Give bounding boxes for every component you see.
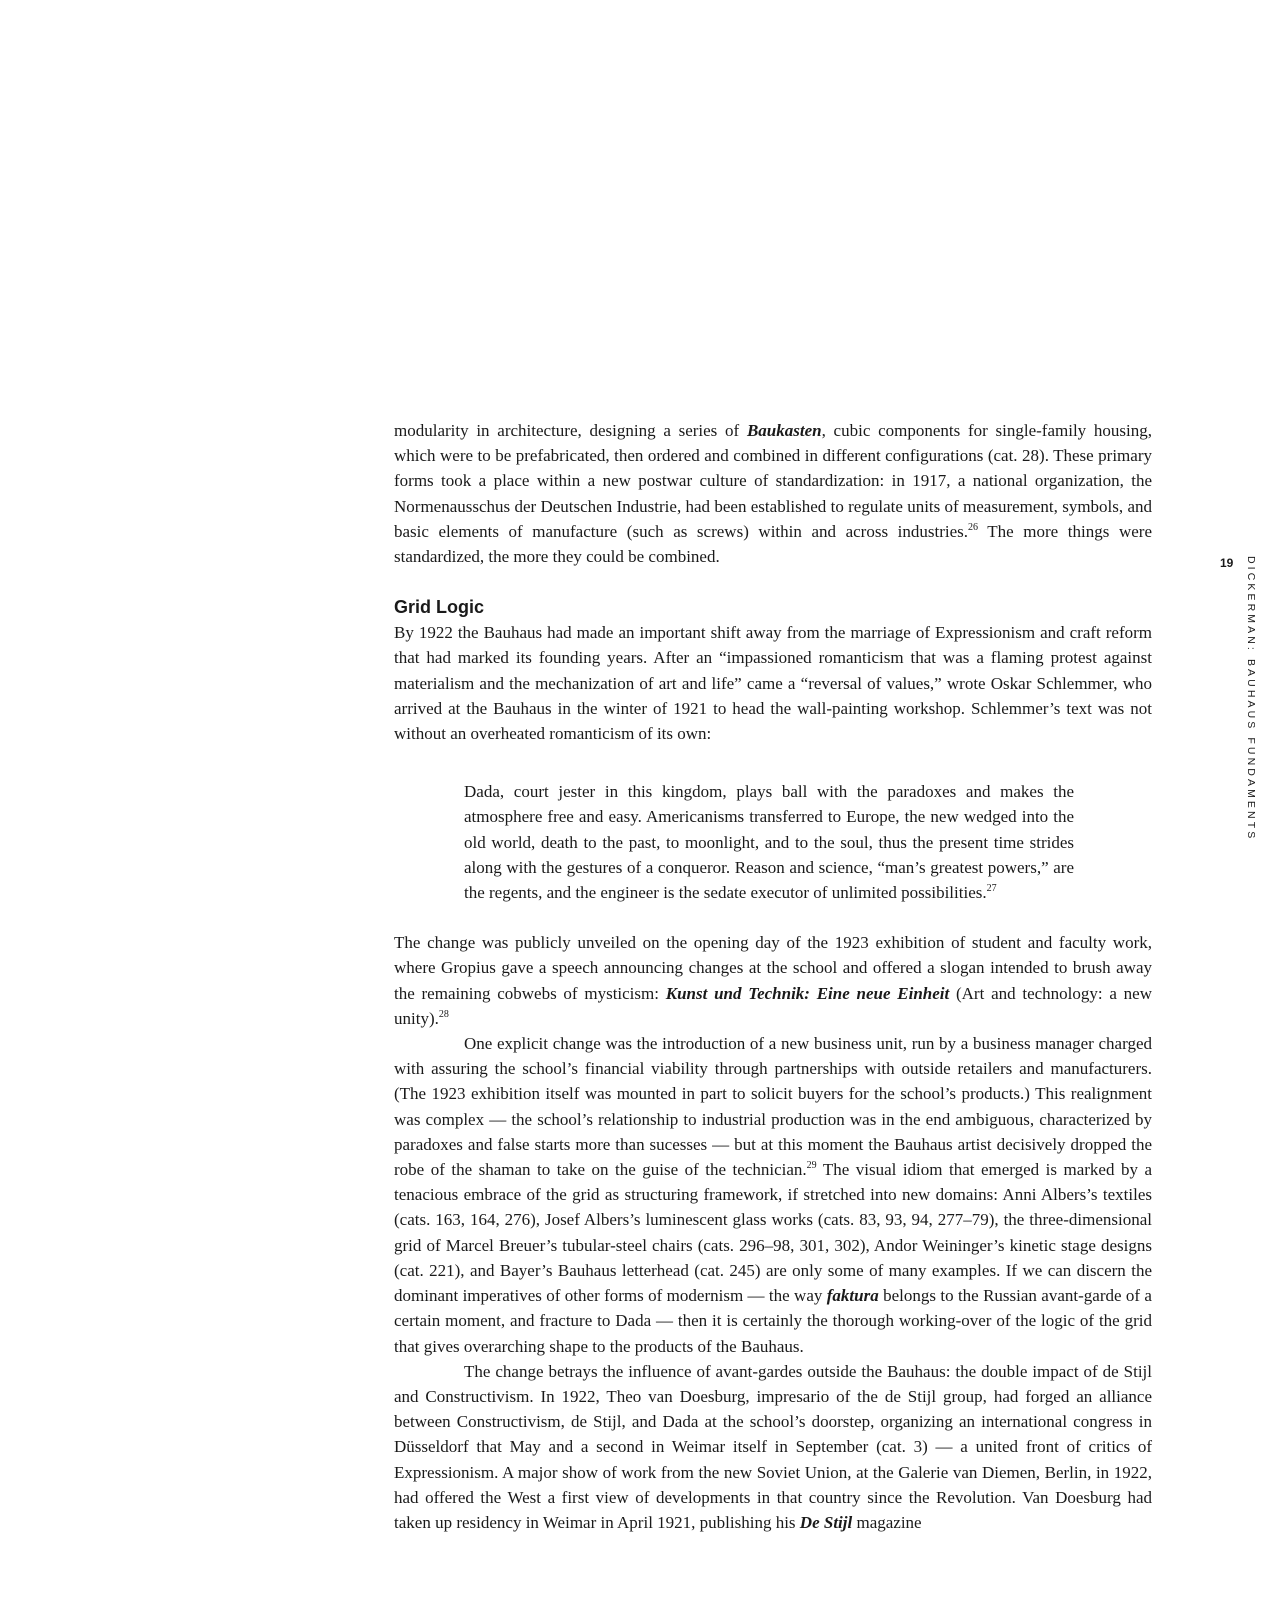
section-heading: Grid Logic — [394, 597, 484, 618]
paragraph-standardization — [394, 418, 1152, 569]
schlemmer-quote — [464, 779, 1074, 905]
paragraph-bauhaus-shift: By 1922 the Bauhaus had made an important shift away from the marriage of Expressionism and craft reform that had marked its founding years. After an “impassioned romanticism that was a flaming protest against materialism and the mechanization of art and life” came a “reversal of values,” wrote Oskar Schlemmer, who arrived at the Bauhaus in the winter of 1921 to head the wall-painting workshop. Schlemmer’s text was not without an overheated romanticism of its own: — [394, 623, 1152, 744]
quote-text: Dada, court jester in this kingdom, plays ball with the paradoxes and makes the atmosphere free and easy. Americanisms transferred to Europe, the new wedged into the old world, death to the past, to moonlight, and to the soul, thus the present time strides along with the gestures of a conqueror. Reason and science, “man’s greatest powers,” are the regents, and the engineer is the sedate executor of unlimited possibilities. — [464, 782, 1074, 903]
running-title: DICKERMAN: BAUHAUS FUNDAMENTS — [1245, 556, 1257, 842]
text-run: The visual idiom that emerged is marked by a tenacious embrace of the grid as structuring framework, if stretched into new domains: Anni Albers’s textiles (cats. 163, 164, 276), Josef Albers’s luminescent glass works (cats. 83, 93, 94, 277–79), the three-dimensional grid of Marcel Breuer’s tubular-steel chairs (cats. 296–98, 301, 302), Andor Weininger’s kinetic stage designs (cat. 221), and Bayer’s Bauhaus letterhead (cat. 245) are only some of many examples. If we can discern the dominant imperatives of other forms of modernism — the way — [394, 1160, 1152, 1306]
text-run: One explicit change was the introduction of a new business unit, run by a business manager charged with assuring the school’s financial viability through partnerships with outside retailers and manufacturers. (The 1923 exhibition itself was mounted in part to solicit buyers for the school’s products.) This realignment was complex — the school’s relationship to industrial production was in the end ambiguous, characterized by paradoxes and false starts more than sucesses — but at this moment the Bauhaus artist decisively dropped the robe of the shaman to take on the guise of the technician. — [394, 1034, 1152, 1180]
italic-term-baukasten: Baukasten — [746, 421, 822, 440]
text-run: belongs to the Russian avant-garde of a certain moment, and fracture to Dada — then it is certainly the thorough working-over of the logic of the grid that gives overarching shape to the products of the Bauhaus. — [394, 1286, 1152, 1356]
running-head — [1220, 556, 1257, 842]
text-run: magazine — [852, 1512, 922, 1532]
italic-title-de-stijl: De Stijl — [799, 1512, 853, 1532]
italic-slogan: Kunst und Technik: Eine neue Einheit — [665, 983, 950, 1003]
footnote-ref-29: 29 — [806, 1160, 817, 1172]
paragraph-exhibition-1923 — [394, 930, 1152, 1031]
text-run: The change betrays the influence of avant-gardes outside the Bauhaus: the double impact of de Stijl and Constructivism. In 1922, Theo van Doesburg, impresario of the de Stijl group, had forged an alliance between Constructivism, de Stijl, and Dada at the school’s doorstep, organizing an international congress in Düsseldorf that May and a second in Weimar itself in September (cat. 3) — a united front of critics of Expressionism. A major show of work from the new Soviet Union, at the Galerie van Diemen, Berlin, in 1922, had offered the West a first view of developments in that country since the Revolution. Van Doesburg had taken up residency in Weimar in April 1921, publishing his — [394, 1361, 1152, 1532]
paragraph-avant-gardes — [394, 1359, 1152, 1535]
text-run: (Art and technology: a new unity). — [394, 983, 1153, 1028]
italic-term-faktura: faktura — [826, 1286, 879, 1306]
text-run: modularity in architecture, designing a series of — [394, 421, 747, 440]
text-run: The more things were standardized, the more they could be combined. — [394, 521, 1152, 567]
footnote-ref-28: 28 — [438, 1008, 449, 1020]
page-number: 19 — [1220, 556, 1234, 570]
paragraph-business-unit — [394, 1031, 1152, 1359]
footnote-ref-27: 27 — [986, 883, 997, 895]
text-run: , cubic components for single-family housing, which were to be prefabricated, then ordered and combined in different configurations (cat. 28). These primary forms took a place within a new postwar culture of standardization: in 1917, a national organization, the Normenausschus der Deutschen Industrie, had been established to regulate units of measurement, symbols, and basic elements of manufacture (such as screws) within and across industries. — [394, 421, 1153, 541]
footnote-ref-26: 26 — [968, 521, 979, 533]
text-run: The change was publicly unveiled on the opening day of the 1923 exhibition of student and faculty work, where Gropius gave a speech announcing changes at the school and offered a slogan intended to brush away the remaining cobwebs of mysticism: — [394, 933, 1152, 1003]
body-text-column — [394, 418, 1152, 1535]
